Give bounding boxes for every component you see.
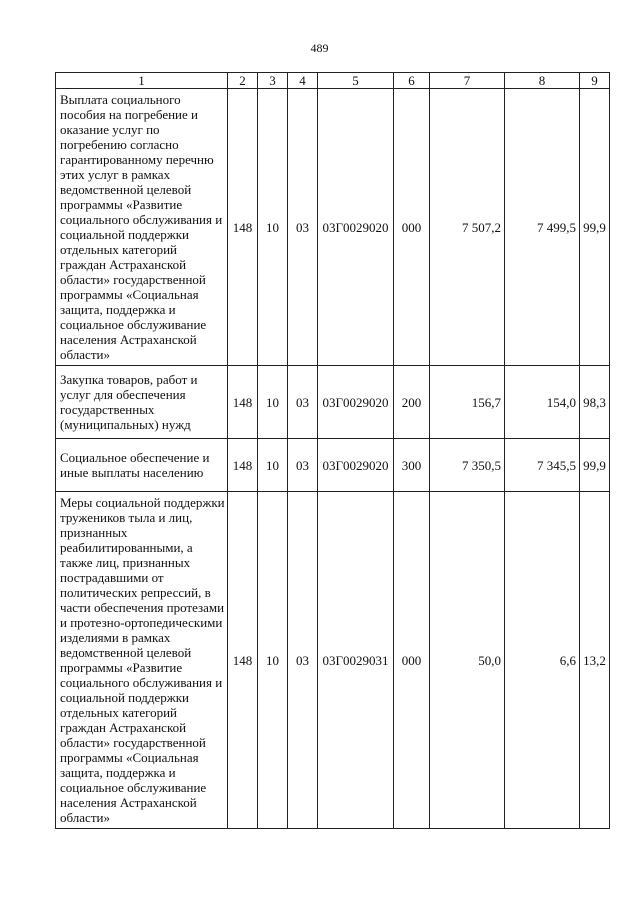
- row-code-5: 03Г0029031: [318, 492, 394, 829]
- row-plan: 50,0: [430, 492, 505, 829]
- col-header-3: 3: [258, 73, 288, 89]
- row-code-3: 10: [258, 89, 288, 366]
- row-code-3: 10: [258, 366, 288, 439]
- col-header-8: 8: [505, 73, 580, 89]
- row-plan: 7 350,5: [430, 439, 505, 492]
- table-row: [56, 439, 610, 492]
- row-description: Выплата социального пособия на погребение и оказание услуг по погребению согласно гарантированному перечню этих услуг в рамках ведомственной целевой программы «Развитие социального обслуживания и социальной поддержки отдельных категорий граждан Астраханской области» государственной программы «Социальная защита, поддержка и социальное обслуживание населения Астраханской области»: [56, 89, 228, 366]
- row-code-3: 10: [258, 492, 288, 829]
- row-code-2: 148: [228, 89, 258, 366]
- row-code-4: 03: [288, 89, 318, 366]
- row-percent: 99,9: [580, 89, 610, 366]
- col-header-4: 4: [288, 73, 318, 89]
- row-description: Меры социальной поддержки тружеников тыла и лиц, признанных реабилитированными, а также лиц, признанных пострадавшими от политических репрессий, в части обеспечения протезами и протезно-ортопедическими изделиями в рамках ведомственной целевой программы «Развитие социального обслуживания и социальной поддержки отдельных категорий граждан Астраханской области» государственной программы «Социальная защита, поддержка и социальное обслуживание населения Астраханской области»: [56, 492, 228, 829]
- table-row: [56, 366, 610, 439]
- row-code-4: 03: [288, 492, 318, 829]
- row-fact: 154,0: [505, 366, 580, 439]
- col-header-6: 6: [394, 73, 430, 89]
- row-plan: 156,7: [430, 366, 505, 439]
- table-row: [56, 89, 610, 366]
- row-description: Социальное обеспечение и иные выплаты населению: [56, 439, 228, 492]
- page-number: 489: [310, 41, 329, 55]
- row-code-5: 03Г0029020: [318, 89, 394, 366]
- budget-table: [55, 72, 610, 829]
- row-plan: 7 507,2: [430, 89, 505, 366]
- row-percent: 98,3: [580, 366, 610, 439]
- row-code-5: 03Г0029020: [318, 439, 394, 492]
- row-code-5: 03Г0029020: [318, 366, 394, 439]
- col-header-2: 2: [228, 73, 258, 89]
- row-code-4: 03: [288, 366, 318, 439]
- table-row: [56, 492, 610, 829]
- row-fact: 7 499,5: [505, 89, 580, 366]
- row-code-6: 000: [394, 492, 430, 829]
- row-code-6: 000: [394, 89, 430, 366]
- row-code-3: 10: [258, 439, 288, 492]
- row-code-6: 300: [394, 439, 430, 492]
- row-percent: 13,2: [580, 492, 610, 829]
- col-header-9: 9: [580, 73, 610, 89]
- col-header-7: 7: [430, 73, 505, 89]
- row-code-2: 148: [228, 439, 258, 492]
- row-fact: 7 345,5: [505, 439, 580, 492]
- row-code-6: 200: [394, 366, 430, 439]
- row-percent: 99,9: [580, 439, 610, 492]
- col-header-1: 1: [56, 73, 228, 89]
- col-header-5: 5: [318, 73, 394, 89]
- row-code-2: 148: [228, 366, 258, 439]
- row-code-4: 03: [288, 439, 318, 492]
- table-header-row: [56, 73, 610, 89]
- row-code-2: 148: [228, 492, 258, 829]
- row-fact: 6,6: [505, 492, 580, 829]
- row-description: Закупка товаров, работ и услуг для обеспечения государственных (муниципальных) нужд: [56, 366, 228, 439]
